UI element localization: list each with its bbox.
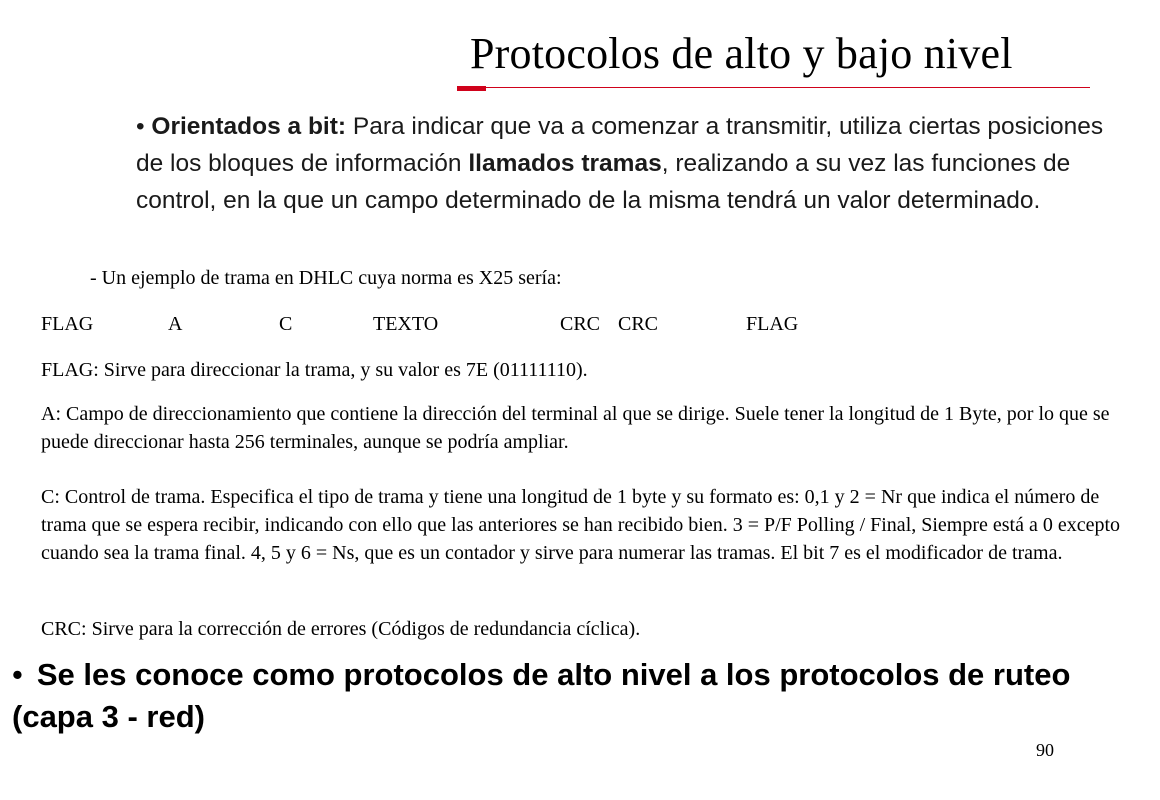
example-line: - Un ejemplo de trama en DHLC cuya norma es X25 sería:: [90, 267, 562, 289]
title-underline: [470, 87, 1090, 88]
frame-field-crc-1: CRC: [560, 313, 601, 335]
page-number: 90: [1036, 740, 1054, 760]
summary-bullet-paragraph: [12, 654, 1132, 738]
frame-fields-row: [41, 311, 841, 337]
frame-field-crc-2: CRC: [618, 313, 659, 335]
crc-description: CRC: Sirve para la corrección de errores (Códigos de redundancia cíclica).: [41, 618, 641, 640]
slide-title: Protocolos de alto y bajo nivel: [470, 29, 1013, 78]
title-accent-mark: [457, 86, 486, 91]
intro-bold-phrase: llamados tramas: [468, 150, 662, 177]
intro-bullet: •: [136, 113, 145, 140]
summary-bullet: •: [12, 657, 23, 692]
frame-field-c: C: [279, 313, 293, 335]
intro-bullet-paragraph: [136, 108, 1136, 219]
frame-field-a: A: [168, 313, 183, 335]
frame-field-flag-end: FLAG: [746, 313, 799, 335]
intro-text-before: Para indicar que va a comenzar a transmitir, utiliza ciertas posiciones de los bloques de información: [136, 113, 1104, 177]
summary-text: Se les conoce como protocolos de alto nivel a los protocolos de ruteo (capa 3 - red): [12, 657, 1071, 734]
intro-term: Orientados a bit:: [151, 113, 347, 140]
flag-description: FLAG: Sirve para direccionar la trama, y su valor es 7E (01111110).: [41, 359, 588, 381]
a-description: A: Campo de direccionamiento que contiene la dirección del terminal al que se dirige. Suele tener la longitud de 1 Byte, por lo que se puede direccionar hasta 256 terminales, aunque se podría ampliar.: [41, 403, 1110, 453]
c-description: C: Control de trama. Especifica el tipo de trama y tiene una longitud de 1 byte y su formato es: 0,1 y 2 = Nr que indica el número de trama que se espera recibir, indicando con ello que las anteriores se han recibido bien. 3 = P/F Polling / Final, Siempre está a 0 excepto cuando sea la trama final. 4, 5 y 6 = Ns, que es un contador y sirve para numerar las tramas. El bit 7 es el modificador de trama.: [41, 486, 1121, 564]
intro-text-after: , realizando a su vez las funciones de control, en la que un campo determinado de la misma tendrá un valor determinado.: [136, 150, 1071, 214]
frame-field-flag-start: FLAG: [41, 313, 94, 335]
frame-field-texto: TEXTO: [373, 313, 439, 335]
